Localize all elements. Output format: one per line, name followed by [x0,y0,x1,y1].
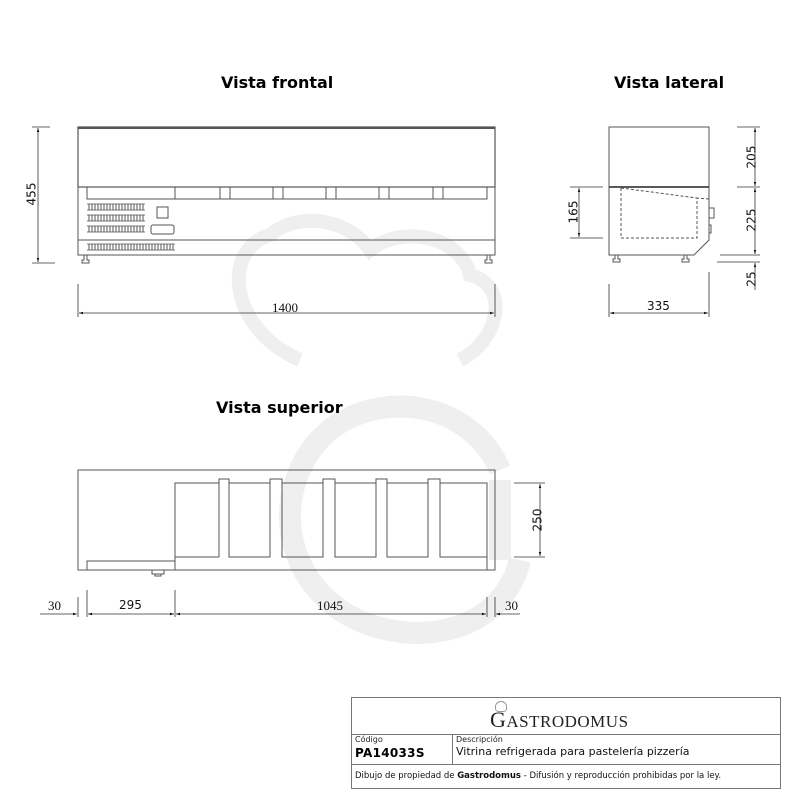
copyright-notice: Dibujo de propiedad de Gastrodomus - Difusión y reproducción prohibidas por la ley. [355,771,722,781]
side-view-drawing [609,127,714,262]
top-right-margin-dimension: 30 [505,598,518,613]
top-left-margin-dimension: 30 [48,598,61,613]
side-feet-height-dimension: 25 [744,271,759,287]
side-upper-height-dimension: 205 [744,145,759,169]
description-value: Vitrina refrigerada para pastelería pizzería [456,745,690,758]
top-control-section-dimension: 295 [119,598,142,612]
code-label: Código [355,735,383,744]
side-dimension-lines [570,127,760,317]
title-block [351,697,781,789]
code-cell [352,734,453,764]
watermark-logo [239,221,520,633]
description-cell [453,734,780,764]
side-middle-height-dimension: 225 [744,208,759,232]
side-depth-dimension: 335 [647,299,670,313]
front-view-title: Vista frontal [221,73,334,92]
top-tray-section-dimension: 1045 [317,598,343,613]
description-label: Descripción [456,735,503,744]
front-dimension-lines [32,127,495,317]
info-row [352,734,780,765]
brand-row [352,698,780,735]
top-tray-depth-dimension: 250 [530,508,545,532]
front-height-dimension: 455 [24,182,39,206]
vent-grille-pattern [87,204,175,250]
front-width-dimension: 1400 [272,300,298,315]
top-view-title: Vista superior [216,398,343,417]
side-internal-height-dimension: 165 [566,200,581,224]
side-view-title: Vista lateral [614,73,725,92]
code-value: PA14033S [355,746,425,760]
brand-logo: GASTRODOMUS [490,707,629,732]
